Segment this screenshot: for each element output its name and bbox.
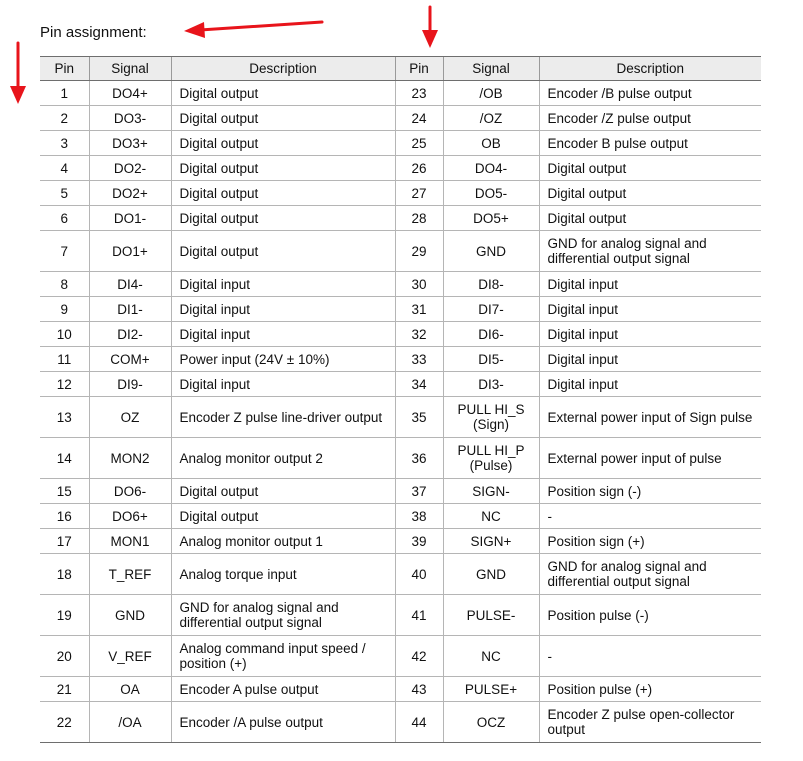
table-row bbox=[40, 554, 761, 595]
table-row bbox=[40, 529, 761, 554]
signal-name: DI5- bbox=[443, 347, 539, 372]
pin-number: 25 bbox=[395, 131, 443, 156]
pin-description: Digital output bbox=[171, 106, 395, 131]
pin-description: Digital output bbox=[171, 231, 395, 272]
pin-number: 11 bbox=[40, 347, 89, 372]
pin-number: 36 bbox=[395, 438, 443, 479]
signal-name: OA bbox=[89, 677, 171, 702]
pin-description: Encoder Z pulse open-collector output bbox=[539, 702, 761, 743]
signal-name: OZ bbox=[89, 397, 171, 438]
signal-name: PULSE+ bbox=[443, 677, 539, 702]
pin-description: Digital input bbox=[171, 322, 395, 347]
pin-number: 37 bbox=[395, 479, 443, 504]
pin-number: 20 bbox=[40, 636, 89, 677]
pin-number: 27 bbox=[395, 181, 443, 206]
table-row bbox=[40, 636, 761, 677]
table-row bbox=[40, 131, 761, 156]
pin-number: 28 bbox=[395, 206, 443, 231]
table-row bbox=[40, 504, 761, 529]
pin-number: 44 bbox=[395, 702, 443, 743]
signal-name: PULL HI_S (Sign) bbox=[443, 397, 539, 438]
signal-name: /OB bbox=[443, 81, 539, 106]
table-row bbox=[40, 231, 761, 272]
pin-number: 29 bbox=[395, 231, 443, 272]
pin-description: Position pulse (-) bbox=[539, 595, 761, 636]
signal-name: DO6+ bbox=[89, 504, 171, 529]
table-row bbox=[40, 595, 761, 636]
table-row bbox=[40, 106, 761, 131]
signal-name: DO4+ bbox=[89, 81, 171, 106]
pin-number: 1 bbox=[40, 81, 89, 106]
pin-description: Digital output bbox=[539, 156, 761, 181]
header-pin: Pin bbox=[40, 57, 89, 81]
pin-number: 34 bbox=[395, 372, 443, 397]
header-signal: Signal bbox=[443, 57, 539, 81]
table-row bbox=[40, 297, 761, 322]
signal-name: V_REF bbox=[89, 636, 171, 677]
pin-number: 18 bbox=[40, 554, 89, 595]
pin-number: 43 bbox=[395, 677, 443, 702]
pin-number: 8 bbox=[40, 272, 89, 297]
signal-name: DO1+ bbox=[89, 231, 171, 272]
signal-name: DI3- bbox=[443, 372, 539, 397]
pin-description: Analog torque input bbox=[171, 554, 395, 595]
table-row bbox=[40, 702, 761, 743]
pin-number: 24 bbox=[395, 106, 443, 131]
pin-number: 3 bbox=[40, 131, 89, 156]
pin-description: GND for analog signal and differential output signal bbox=[539, 231, 761, 272]
pin-description: Digital output bbox=[171, 131, 395, 156]
pin-description: Digital output bbox=[171, 156, 395, 181]
pin-description: Position sign (+) bbox=[539, 529, 761, 554]
table-row bbox=[40, 272, 761, 297]
signal-name: NC bbox=[443, 636, 539, 677]
pin-description: Digital output bbox=[539, 206, 761, 231]
arrow-down-icon bbox=[420, 4, 440, 50]
pin-number: 14 bbox=[40, 438, 89, 479]
signal-name: GND bbox=[443, 231, 539, 272]
pin-number: 12 bbox=[40, 372, 89, 397]
pin-number: 30 bbox=[395, 272, 443, 297]
signal-name: /OA bbox=[89, 702, 171, 743]
signal-name: DO5- bbox=[443, 181, 539, 206]
pin-description: Digital output bbox=[171, 81, 395, 106]
pin-description: Encoder /A pulse output bbox=[171, 702, 395, 743]
pin-number: 7 bbox=[40, 231, 89, 272]
pin-number: 5 bbox=[40, 181, 89, 206]
pin-description: Digital input bbox=[171, 297, 395, 322]
signal-name: PULSE- bbox=[443, 595, 539, 636]
pin-description: Digital input bbox=[171, 372, 395, 397]
pin-description: Digital output bbox=[171, 479, 395, 504]
header-pin: Pin bbox=[395, 57, 443, 81]
pin-description: Analog command input speed / position (+) bbox=[171, 636, 395, 677]
signal-name: SIGN+ bbox=[443, 529, 539, 554]
signal-name: DO2- bbox=[89, 156, 171, 181]
table-row bbox=[40, 322, 761, 347]
signal-name: MON1 bbox=[89, 529, 171, 554]
table-row bbox=[40, 397, 761, 438]
signal-name: GND bbox=[89, 595, 171, 636]
pin-description: - bbox=[539, 636, 761, 677]
table-row bbox=[40, 181, 761, 206]
pin-description: Analog monitor output 2 bbox=[171, 438, 395, 479]
pin-number: 2 bbox=[40, 106, 89, 131]
pin-description: Digital output bbox=[539, 181, 761, 206]
signal-name: SIGN- bbox=[443, 479, 539, 504]
signal-name: DI8- bbox=[443, 272, 539, 297]
pin-description: Digital input bbox=[539, 322, 761, 347]
pin-number: 19 bbox=[40, 595, 89, 636]
page-title: Pin assignment: bbox=[40, 24, 147, 41]
signal-name: OB bbox=[443, 131, 539, 156]
signal-name: DO6- bbox=[89, 479, 171, 504]
pin-description: External power input of pulse bbox=[539, 438, 761, 479]
pin-number: 15 bbox=[40, 479, 89, 504]
pin-number: 33 bbox=[395, 347, 443, 372]
pin-number: 16 bbox=[40, 504, 89, 529]
table-row bbox=[40, 206, 761, 231]
pin-description: Encoder Z pulse line-driver output bbox=[171, 397, 395, 438]
signal-name: NC bbox=[443, 504, 539, 529]
signal-name: DI9- bbox=[89, 372, 171, 397]
signal-name: DI1- bbox=[89, 297, 171, 322]
signal-name: DO5+ bbox=[443, 206, 539, 231]
pin-number: 31 bbox=[395, 297, 443, 322]
table-row bbox=[40, 479, 761, 504]
signal-name: DI2- bbox=[89, 322, 171, 347]
pin-description: - bbox=[539, 504, 761, 529]
signal-name: DO2+ bbox=[89, 181, 171, 206]
pin-number: 6 bbox=[40, 206, 89, 231]
pin-number: 9 bbox=[40, 297, 89, 322]
pin-description: Analog monitor output 1 bbox=[171, 529, 395, 554]
signal-name: T_REF bbox=[89, 554, 171, 595]
pin-number: 10 bbox=[40, 322, 89, 347]
signal-name: COM+ bbox=[89, 347, 171, 372]
pin-description: GND for analog signal and differential output signal bbox=[171, 595, 395, 636]
pin-description: Position pulse (+) bbox=[539, 677, 761, 702]
pin-number: 35 bbox=[395, 397, 443, 438]
pin-description: Encoder /B pulse output bbox=[539, 81, 761, 106]
pin-description: Digital input bbox=[539, 297, 761, 322]
pin-description: Encoder /Z pulse output bbox=[539, 106, 761, 131]
pin-description: External power input of Sign pulse bbox=[539, 397, 761, 438]
pin-number: 38 bbox=[395, 504, 443, 529]
signal-name: OCZ bbox=[443, 702, 539, 743]
table-row bbox=[40, 372, 761, 397]
pin-assignment-table bbox=[40, 56, 761, 743]
signal-name: DO1- bbox=[89, 206, 171, 231]
signal-name: DI4- bbox=[89, 272, 171, 297]
table-row bbox=[40, 677, 761, 702]
arrow-left-icon bbox=[180, 16, 326, 38]
pin-description: Digital input bbox=[539, 372, 761, 397]
pin-description: Digital input bbox=[539, 347, 761, 372]
signal-name: DI6- bbox=[443, 322, 539, 347]
header-description: Description bbox=[171, 57, 395, 81]
pin-description: Encoder B pulse output bbox=[539, 131, 761, 156]
pin-description: Position sign (-) bbox=[539, 479, 761, 504]
signal-name: DO3- bbox=[89, 106, 171, 131]
pin-description: Digital input bbox=[171, 272, 395, 297]
signal-name: PULL HI_P (Pulse) bbox=[443, 438, 539, 479]
signal-name: DO4- bbox=[443, 156, 539, 181]
pin-description: Power input (24V ± 10%) bbox=[171, 347, 395, 372]
signal-name: DI7- bbox=[443, 297, 539, 322]
pin-number: 41 bbox=[395, 595, 443, 636]
pin-description: Encoder A pulse output bbox=[171, 677, 395, 702]
table-row bbox=[40, 347, 761, 372]
pin-number: 23 bbox=[395, 81, 443, 106]
signal-name: GND bbox=[443, 554, 539, 595]
pin-description: Digital input bbox=[539, 272, 761, 297]
pin-number: 22 bbox=[40, 702, 89, 743]
signal-name: /OZ bbox=[443, 106, 539, 131]
pin-description: Digital output bbox=[171, 504, 395, 529]
header-signal: Signal bbox=[89, 57, 171, 81]
signal-name: DO3+ bbox=[89, 131, 171, 156]
pin-number: 26 bbox=[395, 156, 443, 181]
pin-number: 13 bbox=[40, 397, 89, 438]
pin-description: Digital output bbox=[171, 206, 395, 231]
table-row bbox=[40, 438, 761, 479]
pin-number: 42 bbox=[395, 636, 443, 677]
arrow-down-icon bbox=[8, 40, 28, 106]
pin-number: 4 bbox=[40, 156, 89, 181]
pin-number: 17 bbox=[40, 529, 89, 554]
pin-number: 21 bbox=[40, 677, 89, 702]
pin-description: GND for analog signal and differential output signal bbox=[539, 554, 761, 595]
table-header-row bbox=[40, 57, 761, 81]
header-description: Description bbox=[539, 57, 761, 81]
pin-number: 32 bbox=[395, 322, 443, 347]
table-row bbox=[40, 81, 761, 106]
pin-number: 39 bbox=[395, 529, 443, 554]
signal-name: MON2 bbox=[89, 438, 171, 479]
pin-number: 40 bbox=[395, 554, 443, 595]
pin-description: Digital output bbox=[171, 181, 395, 206]
table-row bbox=[40, 156, 761, 181]
